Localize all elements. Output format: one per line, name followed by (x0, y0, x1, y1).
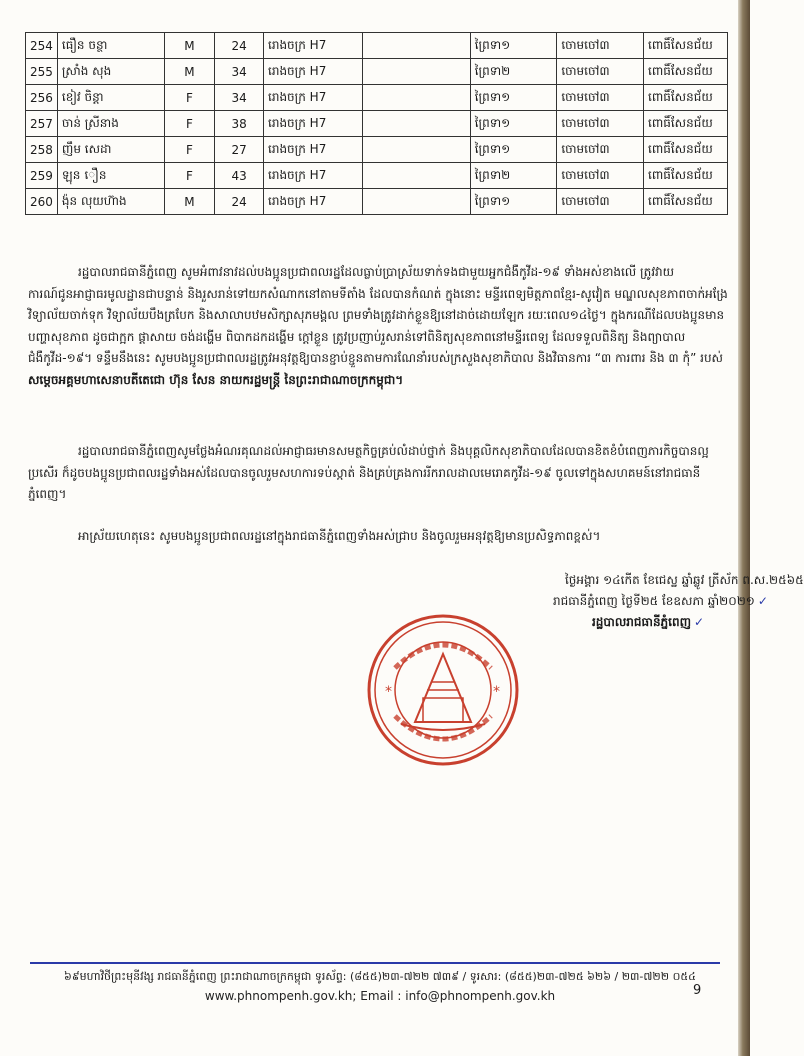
paragraph-1-bold: សម្តេចអគ្គមហាសេនាបតីតេជោ ហ៊ុន សែន នាយករដ្ឋមន្ត្រី នៃព្រះរាជាណាចក្រកម្ពុជា។ (28, 372, 404, 387)
workplace: រោងចក្រ H7 (264, 137, 363, 163)
blank-cell (362, 59, 470, 85)
blank-cell (362, 137, 470, 163)
workplace: រោងចក្រ H7 (264, 111, 363, 137)
workplace: រោងចក្រ H7 (264, 163, 363, 189)
row-number: 254 (26, 33, 58, 59)
notice-paragraph-1 (28, 262, 728, 391)
workplace: រោងចក្រ H7 (264, 189, 363, 215)
footer-address: ៦៩មហាវិថីព្រះមុនីវង្ស រាជធានីភ្នំពេញ ព្រះរាជាណាចក្រកម្ពុជា ទូរស័ព្ទ: (៨៥៥)២៣-៧២២ ៧៣៩ / ទូរសារ: (៨៥៥)២៣-៧២៥ ៦២៦ / ២៣-៧២២ ០៥៤ (64, 970, 696, 983)
row-number: 256 (26, 85, 58, 111)
patient-name: ង៉ុន លុយហ៊ាង (57, 189, 164, 215)
row-number: 255 (26, 59, 58, 85)
patient-age: 43 (215, 163, 264, 189)
patient-sex: M (164, 33, 215, 59)
patient-age: 24 (215, 189, 264, 215)
commune: ចោមចៅ៣ (557, 163, 644, 189)
patient-name: ធឿន ចន្ថា (57, 33, 164, 59)
row-number: 259 (26, 163, 58, 189)
checkmark-icon: ✓ (757, 594, 768, 608)
paragraph-2-text: រដ្ឋបាលរាជធានីភ្នំពេញសូមថ្លែងអំណរគុណដល់អាជ្ញាធរមានសមត្ថកិច្ចគ្រប់លំដាប់ថ្នាក់ និងបុគ្គលិកសុខាភិបាលដែលបានខិតខំបំពេញភារកិច្ចបានល្អប្រសើរ ក៏ដូចបងប្អូនប្រជាពលរដ្ឋទាំងអស់ដែលបានចូលរួមសហការទប់ស្កាត់ និងគ្រប់គ្រងការរីករាលដាលមេរោគកូវីដ-១៩ ចូលទៅក្នុងសហគមន៍នៅរាជធានីភ្នំពេញ។ (28, 444, 709, 501)
district: ពោធិ៍សែនជ័យ (644, 85, 728, 111)
signing-office: រដ្ឋបាលរាជធានីភ្នំពេញ (592, 615, 692, 629)
table-row (26, 85, 728, 111)
commune: ចោមចៅ៣ (557, 59, 644, 85)
workplace: រោងចក្រ H7 (264, 33, 363, 59)
footer-divider (30, 962, 720, 964)
page-number: 9 (693, 983, 702, 998)
blank-cell (362, 189, 470, 215)
workplace: រោងចក្រ H7 (264, 85, 363, 111)
commune: ចោមចៅ៣ (557, 85, 644, 111)
commune: ចោមចៅ៣ (557, 189, 644, 215)
blank-cell (362, 111, 470, 137)
solar-date-block (553, 591, 768, 612)
paragraph-1-text: រដ្ឋបាលរាជធានីភ្នំពេញ សូមអំពាវនាវដល់បងប្អូនប្រជាពលរដ្ឋដែលធ្លាប់ប្រាស្រ័យទាក់ទងជាមួយអ្នកជំងឺកូវីដ-១៩ ទាំងអស់ខាងលើ ត្រូវវាយការណ៍ជូនអាជ្ញាធរមូលដ្ឋានជាបន្ទាន់ និងរួសរាន់ទៅយកសំណាកនៅតាមទីតាំង ដែលបានកំណត់ ក្នុងនោះ មន្ទីរពេទ្យមិត្តភាពខ្មែរ-សូវៀត មណ្ឌលសុខភាពចាក់អង្រែ វិទ្យាល័យចាក់ទុក វិទ្យាល័យបឹងត្របែក និងសាលាបឋមសិក្សាសុភមង្គល ព្រមទាំងត្រូវដាក់ខ្លួនឱ្យនៅដាច់ដោយឡែក រយៈពេល១៤ថ្ងៃ។ ក្នុងករណីដែលបងប្អូនមានបញ្ហាសុខភាព ដូចជាក្អក ផ្តាសាយ ចង់ដង្ហើម ពិបាកដកដង្ហើម ក្តៅខ្លួន ត្រូវប្រញាប់រួសរាន់ទៅពិនិត្យសុខភាពនៅមន្ទីរពេទ្យ ដែលទទួលពិនិត្យ និងព្យាបាលជំងឺកូវីដ-១៩។ ទន្ទឹមនឹងនេះ សូមបងប្អូនប្រជាពលរដ្ឋត្រូវអនុវត្តឱ្យបានខ្ជាប់ខ្ជួនតាមការណែនាំរបស់ក្រសួងសុខាភិបាល និងវិធានការ “៣ ការពារ និង ៣ កុំ” របស់ (28, 265, 728, 365)
solar-date: រាជធានីភ្នំពេញ ថ្ងៃទី២៥ ខែឧសភា ឆ្នាំ២០២១ (553, 594, 755, 608)
svg-text:*: * (493, 684, 500, 700)
checkmark-icon-2: ✓ (694, 615, 705, 629)
village: ព្រៃទា១ (470, 33, 557, 59)
district: ពោធិ៍សែនជ័យ (644, 111, 728, 137)
patient-name: ចាន់ ស្រីនាង (57, 111, 164, 137)
district: ពោធិ៍សែនជ័យ (644, 33, 728, 59)
patient-sex: M (164, 59, 215, 85)
village: ព្រៃទា២ (470, 163, 557, 189)
table-row (26, 33, 728, 59)
patient-age: 38 (215, 111, 264, 137)
paragraph-3-text: អាស្រ័យហេតុនេះ សូមបងប្អូនប្រជាពលរដ្ឋនៅក្នុងរាជធានីភ្នំពេញទាំងអស់ជ្រាប និងចូលរួមអនុវត្តឱ្យមានប្រសិទ្ធភាពខ្ពស់។ (78, 529, 601, 543)
commune: ចោមចៅ៣ (557, 33, 644, 59)
date-block (565, 570, 804, 591)
row-number: 260 (26, 189, 58, 215)
official-seal (365, 612, 521, 768)
patient-sex: F (164, 137, 215, 163)
patient-name: ខៀវ ចិន្តា (57, 85, 164, 111)
patient-table (25, 32, 728, 215)
commune: ចោមចៅ៣ (557, 137, 644, 163)
row-number: 257 (26, 111, 58, 137)
office-block (592, 612, 772, 633)
patient-name: ញឹម សេដា (57, 137, 164, 163)
notice-paragraph-3 (28, 526, 728, 548)
svg-text:*: * (385, 684, 392, 700)
patient-sex: M (164, 189, 215, 215)
table-row (26, 163, 728, 189)
footer-contact: www.phnompenh.gov.kh; Email : info@phnompenh.gov.kh (204, 989, 556, 1003)
blank-cell (362, 163, 470, 189)
lunar-date: ថ្ងៃអង្គារ ១៤កើត ខែជេស្ឋ ឆ្នាំឆ្លូវ ត្រីស័ក ព.ស.២៥៦៥ (565, 573, 804, 587)
blank-cell (362, 33, 470, 59)
table-row (26, 137, 728, 163)
workplace: រោងចក្រ H7 (264, 59, 363, 85)
village: ព្រៃទា២ (470, 59, 557, 85)
district: ពោធិ៍សែនជ័យ (644, 137, 728, 163)
table-row (26, 189, 728, 215)
blank-cell (362, 85, 470, 111)
table-row (26, 111, 728, 137)
notice-paragraph-2 (28, 441, 728, 506)
village: ព្រៃទា១ (470, 189, 557, 215)
village: ព្រៃទា១ (470, 137, 557, 163)
village: ព្រៃទា១ (470, 85, 557, 111)
patient-sex: F (164, 111, 215, 137)
commune: ចោមចៅ៣ (557, 111, 644, 137)
patient-name: ឡុន ឿន (57, 163, 164, 189)
patient-sex: F (164, 163, 215, 189)
scanner-edge (738, 0, 750, 1056)
district: ពោធិ៍សែនជ័យ (644, 189, 728, 215)
patient-sex: F (164, 85, 215, 111)
village: ព្រៃទា១ (470, 111, 557, 137)
table-row (26, 59, 728, 85)
district: ពោធិ៍សែនជ័យ (644, 163, 728, 189)
patient-name: ស្រាំង សុង (57, 59, 164, 85)
row-number: 258 (26, 137, 58, 163)
patient-age: 24 (215, 33, 264, 59)
patient-age: 34 (215, 59, 264, 85)
patient-age: 27 (215, 137, 264, 163)
district: ពោធិ៍សែនជ័យ (644, 59, 728, 85)
patient-age: 34 (215, 85, 264, 111)
